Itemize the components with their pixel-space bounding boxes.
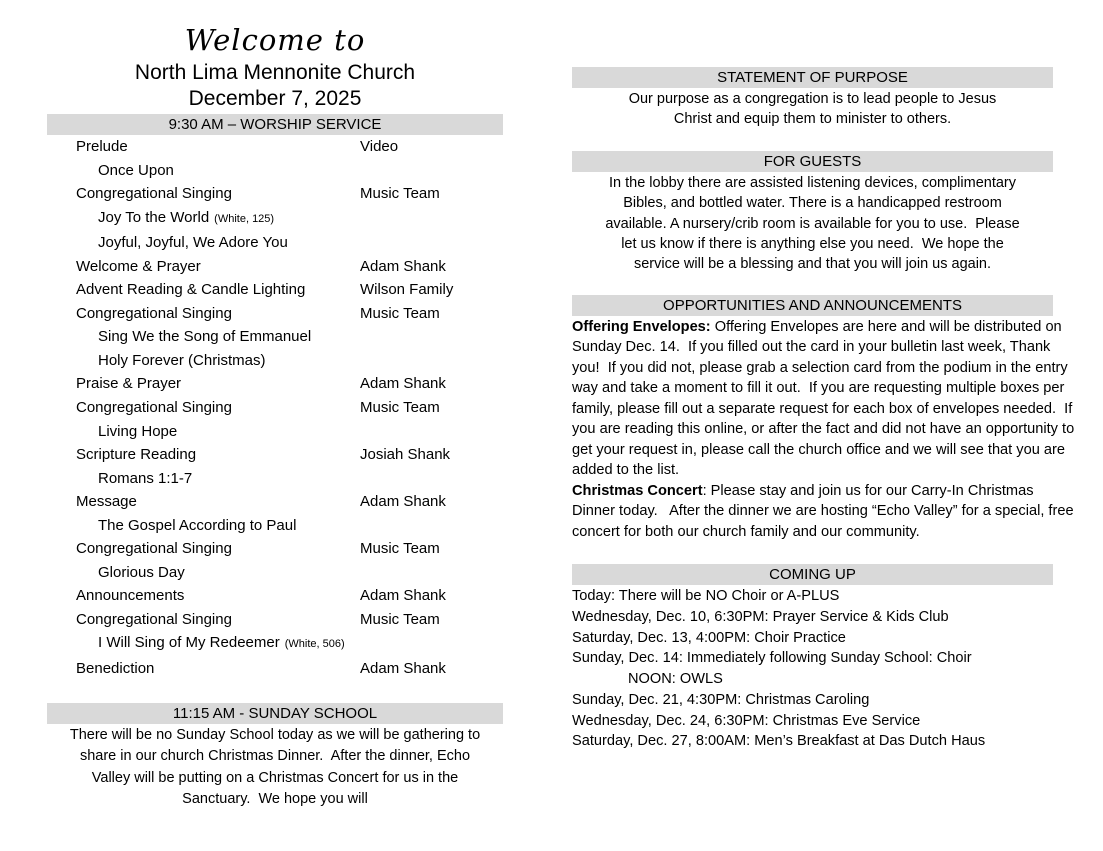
service-item-label: Sing We the Song of Emmanuel <box>98 328 312 346</box>
left-column <box>47 24 503 811</box>
coming-up-item: Wednesday, Dec. 24, 6:30PM: Christmas Eve Service <box>572 712 921 729</box>
service-item-label: Congregational Singing <box>76 540 232 558</box>
service-item-row <box>47 278 503 302</box>
church-name: North Lima Mennonite Church <box>134 61 416 84</box>
text-line: Bibles, and bottled water. There is a handicapped restroom <box>623 195 1002 212</box>
hymn-reference: (White, 125) <box>214 212 275 225</box>
text-line: share in our church Christmas Dinner. After the dinner, Echo <box>79 748 471 765</box>
announcement-lead: Christmas Concert <box>572 482 703 499</box>
service-item-row <box>47 396 503 420</box>
service-item-row <box>47 255 503 279</box>
service-item-row <box>47 608 503 632</box>
service-item-row <box>47 584 503 608</box>
sunday-school-section-header: 11:15 AM - SUNDAY SCHOOL <box>47 703 503 724</box>
announcements-body <box>572 317 1079 543</box>
service-item-assignee: Music Team <box>360 304 440 322</box>
service-sub-item-row <box>47 325 503 349</box>
service-item-label: Praise & Prayer <box>76 375 182 393</box>
service-item-label: I Will Sing of My Redeemer <box>98 634 280 652</box>
coming-up-item: Wednesday, Dec. 10, 6:30PM: Prayer Service & Kids Club <box>572 609 949 626</box>
worship-service-list <box>47 135 503 681</box>
service-item-label: Announcements <box>76 587 185 605</box>
service-sub-item-row <box>47 206 503 232</box>
service-item-row <box>47 490 503 514</box>
service-sub-item-row <box>47 231 503 255</box>
service-item-row <box>47 302 503 326</box>
service-sub-item-row <box>47 349 503 373</box>
right-column <box>572 67 1079 752</box>
text-line: There will be no Sunday School today as we will be gathering to <box>69 726 481 743</box>
service-item-assignee: Adam Shank <box>360 587 446 605</box>
text-line: Christ and equip them to minister to others. <box>673 111 952 128</box>
worship-service-section-header: 9:30 AM – WORSHIP SERVICE <box>47 114 503 135</box>
service-item-row <box>47 182 503 206</box>
service-item-label: Joyful, Joyful, We Adore You <box>98 234 288 252</box>
service-item-label: Welcome & Prayer <box>76 257 201 275</box>
service-item-row <box>47 372 503 396</box>
text-line: Our purpose as a congregation is to lead people to Jesus <box>628 91 997 107</box>
service-item-assignee: Wilson Family <box>360 281 454 299</box>
service-date: December 7, 2025 <box>188 87 362 110</box>
coming-up-item: Sunday, Dec. 14: Immediately following Sunday School: Choir <box>572 650 972 667</box>
coming-up-item: NOON: OWLS <box>628 671 723 688</box>
announcement-paragraph <box>572 317 1079 481</box>
service-item-label: Living Hope <box>98 422 178 440</box>
service-sub-item-row <box>47 467 503 491</box>
service-item-assignee: Adam Shank <box>360 660 446 678</box>
text-line: available. A nursery/crib room is available for you to use. Please <box>605 215 1020 232</box>
coming-up-item: Today: There will be NO Choir or A-PLUS <box>572 588 840 605</box>
service-item-assignee: Music Team <box>360 610 440 628</box>
coming-up-section-header: COMING UP <box>572 564 1053 585</box>
service-sub-item-row <box>47 514 503 538</box>
service-item-label: Congregational Singing <box>76 185 232 203</box>
coming-up-item: Saturday, Dec. 13, 4:00PM: Choir Practice <box>572 629 846 646</box>
welcome-script-heading: Welcome to <box>184 23 366 57</box>
service-item-label: Congregational Singing <box>76 610 232 628</box>
service-item-label: The Gospel According to Paul <box>98 516 297 534</box>
hymn-reference: (White, 506) <box>284 638 345 651</box>
coming-up-list <box>572 586 1079 752</box>
announcements-section-header: OPPORTUNITIES AND ANNOUNCEMENTS <box>572 295 1053 316</box>
service-item-label: Romans 1:1-7 <box>98 469 193 487</box>
text-line: Valley will be putting on a Christmas Concert for us in the <box>91 769 459 786</box>
announcement-paragraph <box>572 481 1079 543</box>
service-item-label: Joy To the World <box>98 208 210 226</box>
announcement-lead: Offering Envelopes: <box>572 318 711 335</box>
service-item-row <box>47 443 503 467</box>
coming-up-item: Saturday, Dec. 27, 8:00AM: Men’s Breakfast at Das Dutch Haus <box>572 733 986 750</box>
service-item-assignee: Music Team <box>360 399 440 417</box>
text-line: service will be a blessing and that you will join us again. <box>633 256 992 273</box>
service-item-label: Once Upon <box>98 161 174 179</box>
for-guests-section-header: FOR GUESTS <box>572 151 1053 172</box>
text-line: let us know if there is anything else you need. We hope the <box>621 236 1004 253</box>
service-item-label: Holy Forever (Christmas) <box>98 351 266 369</box>
service-item-assignee: Josiah Shank <box>360 446 451 464</box>
statement-of-purpose-body <box>572 89 1053 130</box>
service-sub-item-row <box>47 631 503 657</box>
announcement-text: Offering Envelopes are here and will be distributed on Sunday Dec. 14. If you filled out the card in your bulletin last week, Thank you! If you did not, please grab a selection card from the podium in the entry way and take a moment to fill it out. If you are requesting multiple boxes per family, please fill out a separate request for each box of envelopes needed. If you are reading this online, or after the fact and did not have an opportunity to get your request in, please call the church office and we will see that you are added to the list. <box>572 318 1079 479</box>
for-guests-body <box>572 173 1053 275</box>
statement-of-purpose-section-header: STATEMENT OF PURPOSE <box>572 67 1053 88</box>
service-item-label: Prelude <box>76 138 128 155</box>
service-item-assignee: Adam Shank <box>360 257 446 275</box>
service-sub-item-row <box>47 159 503 183</box>
service-item-assignee: Adam Shank <box>360 493 446 511</box>
service-item-assignee: Video <box>360 138 399 155</box>
service-item-assignee: Music Team <box>360 540 440 558</box>
service-item-row <box>47 135 503 159</box>
service-item-row <box>47 537 503 561</box>
text-line: Sanctuary. We hope you will <box>182 791 368 808</box>
service-item-assignee: Adam Shank <box>360 375 446 393</box>
service-item-row <box>47 657 503 681</box>
text-line: In the lobby there are assisted listening devices, complimentary <box>608 174 1016 191</box>
service-item-label: Congregational Singing <box>76 399 232 417</box>
service-item-label: Message <box>76 493 137 511</box>
announcement-text: : Please stay and join us for our Carry-In Christmas Dinner today. After the dinner we are hosting “Echo Valley” for a special, free concert for both our church family and our community. <box>572 482 1078 540</box>
service-item-label: Glorious Day <box>98 563 185 581</box>
service-item-label: Scripture Reading <box>76 446 197 464</box>
service-sub-item-row <box>47 561 503 585</box>
service-item-assignee: Music Team <box>360 185 440 203</box>
service-item-label: Benediction <box>76 660 155 678</box>
coming-up-item: Sunday, Dec. 21, 4:30PM: Christmas Caroling <box>572 691 870 708</box>
sunday-school-body <box>47 725 503 811</box>
service-item-label: Advent Reading & Candle Lighting <box>76 281 306 299</box>
service-item-label: Congregational Singing <box>76 304 232 322</box>
service-sub-item-row <box>47 420 503 444</box>
